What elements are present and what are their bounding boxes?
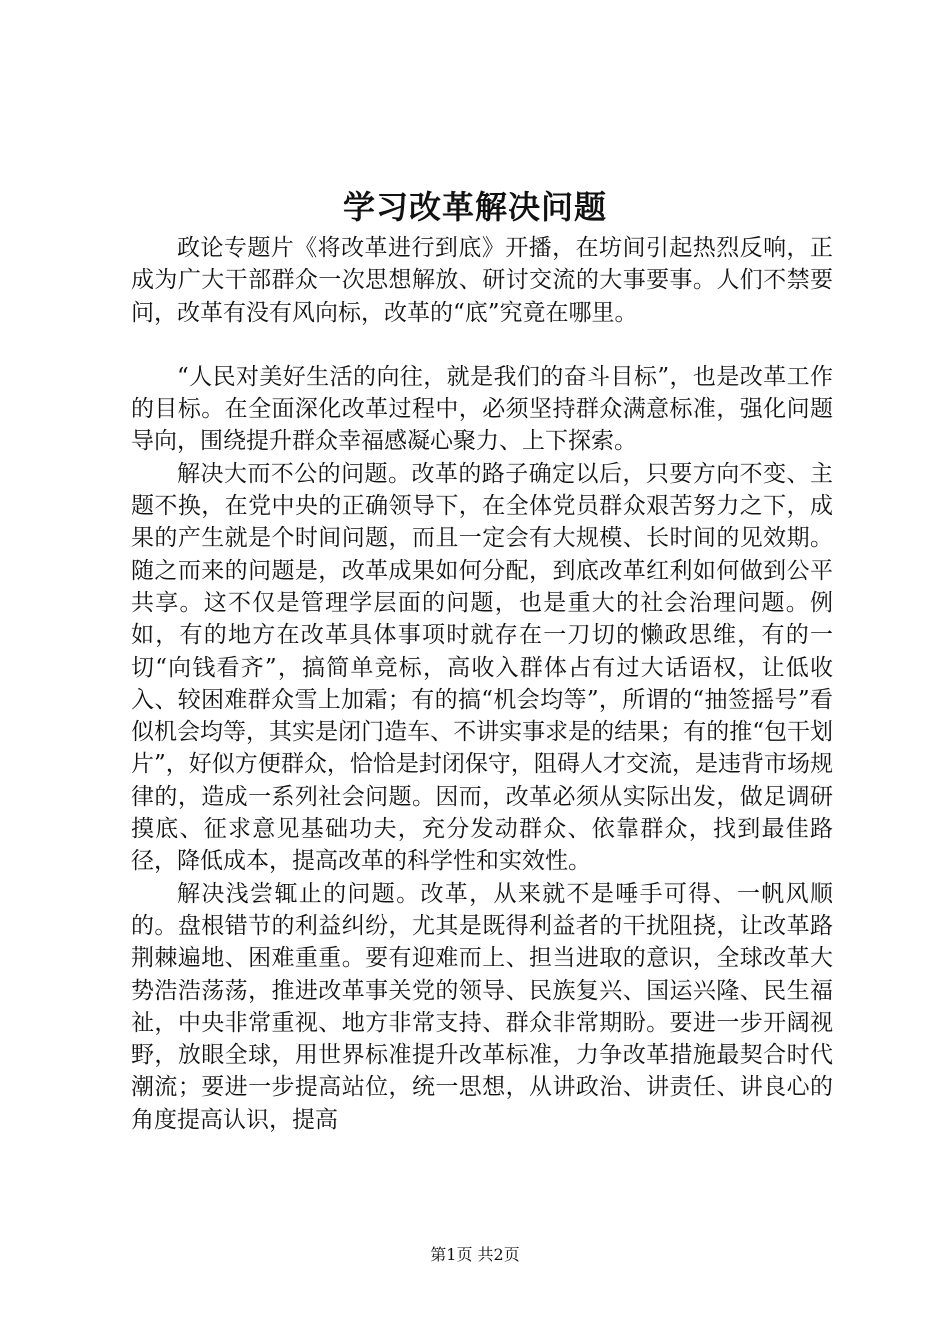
page-footer: 第1页 共2页 (430, 1245, 520, 1264)
paragraph-goal: “人民对美好生活的向往，就是我们的奋斗目标”，也是改革工作的目标。在全面深化改革过程中，必须坚持群众满意标准，强化问题导向，围绕提升群众幸福感凝心聚力、上下探索。 (131, 363, 833, 455)
paragraph-persistence: 解决浅尝辄止的问题。改革，从来就不是唾手可得、一帆风顺的。盘根错节的利益纠纷，尤其是既得利益者的干扰阻挠，让改革路荆棘遍地、困难重重。要有迎难而上、担当进取的意识，全球改革大势浩浩荡荡，推进改革事关党的领导、民族复兴、国运兴隆、民生福祉，中央非常重视、地方非常支持、群众非常期盼。要进一步开阔视野，放眼全球，用世界标准提升改革标准，力争改革措施最契合时代潮流；要进一步提高站位，统一思想，从讲政治、讲责任、讲良心的角度提高认识，提高 (131, 880, 833, 1133)
paragraph-fairness: 解决大而不公的问题。改革的路子确定以后，只要方向不变、主题不换，在党中央的正确领导下，在全体党员群众艰苦努力之下，成果的产生就是个时间问题，而且一定会有大规模、长时间的见效期。随之而来的问题是，改革成果如何分配，到底改革红利如何做到公平共享。这不仅是管理学层面的问题，也是重大的社会治理问题。例如，有的地方在改革具体事项时就存在一刀切的懒政思维，有的一切“向钱看齐”，搞简单竞标，高收入群体占有过大话语权，让低收入、较困难群众雪上加霜；有的搞“机会均等”，所谓的“抽签摇号”看似机会均等，其实是闭门造车、不讲实事求是的结果；有的推“包干划片”，好似方便群众，恰恰是封闭保守，阻碍人才交流，是违背市场规律的，造成一系列社会问题。因而，改革必须从实际出发，做足调研摸底、征求意见基础功夫，充分发动群众、依靠群众，找到最佳路径，降低成本，提高改革的科学性和实效性。 (131, 460, 833, 875)
paragraph-intro: 政论专题片《将改革进行到底》开播，在坊间引起热烈反响，正成为广大干部群众一次思想解放、研讨交流的大事要事。人们不禁要问，改革有没有风向标，改革的“底”究竟在哪里。 (131, 235, 833, 326)
document-title: 学习改革解决问题 (342, 188, 607, 226)
document-body (131, 232, 833, 1136)
